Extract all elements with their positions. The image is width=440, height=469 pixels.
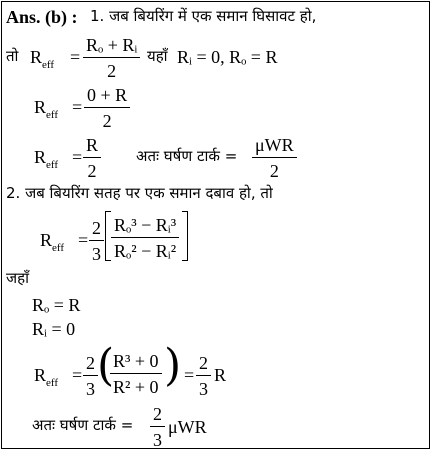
equals-sign: = [70,47,81,67]
reff-symbol: $R_{eff}$ [34,147,59,171]
equals-sign: = [78,230,89,250]
fraction-2-over-3: 2 3 [196,354,211,398]
ro-equals-r: Rₒ = R [32,295,81,315]
ri-equals-0: Rᵢ = 0 [32,319,76,339]
reff-symbol: $R_{eff}$ [40,230,65,254]
condition-2-text: 2. जब बियरिंग सतह पर एक समान दबाव हो, तो [6,184,273,202]
yahan-word: यहाँ [147,47,168,65]
right-bracket [182,211,188,261]
reff-symbol: $R_{eff}$ [30,47,55,71]
left-paren: ( [97,340,115,391]
r-symbol: R [214,365,227,385]
fraction-2-over-3: 2 3 [89,219,104,263]
fraction-r-cubed-over-r-squared: R³ + 0 R² + 0 [110,352,162,396]
equals-sign: = [184,365,195,385]
fraction-2-over-3: 2 3 [150,405,165,449]
fraction-mu-wr-over-2: μWR 2 [252,136,297,180]
fraction-ro-plus-ri-over-2: Rₒ + Rᵢ 2 [83,36,140,80]
equals-sign: = [72,147,83,167]
answer-label: Ans. (b) : [6,7,78,27]
condition-1-text: 1. जब बियरिंग में एक समान घिसावट हो, [90,7,317,25]
equals-sign: = [72,365,83,385]
reff-symbol: $R_{eff}$ [34,97,59,121]
condition-values: Rᵢ = 0, Rₒ = R [177,47,278,67]
jahan-word: जहाँ [6,269,29,287]
friction-torque-label: अतः घर्षण टार्क = [32,416,134,434]
fraction-2-over-3: 2 3 [83,354,98,398]
fraction-0-plus-r-over-2: 0 + R 2 [84,86,130,130]
reff-symbol: $R_{eff}$ [34,365,59,389]
right-paren: ) [164,340,182,391]
mu-wr: μWR [168,417,207,437]
fraction-r-over-2: R 2 [83,136,101,180]
equals-sign: = [72,97,83,117]
friction-torque-label: अतः घर्षण टार्क = [136,147,238,165]
fraction-radius-cubes-over-squares: Rₒ³ − Rᵢ³ Rₒ² − Rᵢ² [111,216,179,260]
to-word: तो [6,47,19,65]
